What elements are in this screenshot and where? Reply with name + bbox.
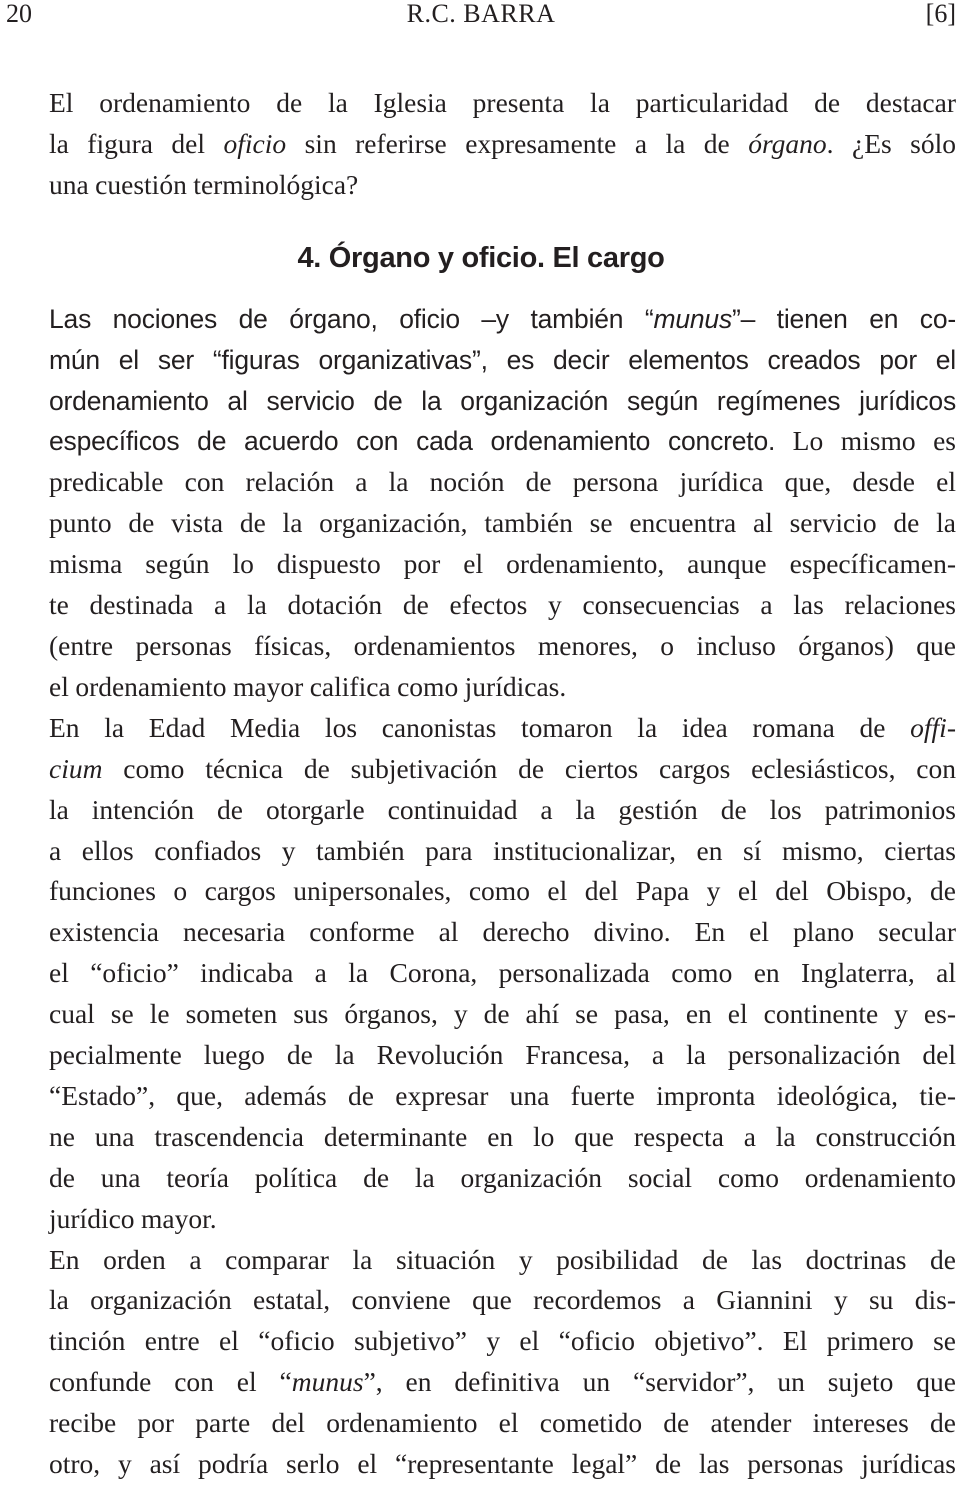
italic-term: offi- bbox=[910, 711, 956, 743]
paragraph-line: funciones o cargos unipersonales, como el del Papa y el del Obispo, de bbox=[49, 875, 956, 907]
paragraph-line: mún el ser “figuras organizativas”, es decir elementos creados por el bbox=[49, 344, 956, 375]
paragraph-line: pecialmente luego de la Revolución Francesa, a la personalización del bbox=[49, 1039, 956, 1071]
intro-line: El ordenamiento de la Iglesia presenta la particularidad de destacar bbox=[49, 87, 956, 118]
paragraph-line: punto de vista de la organización, también se encuentra al servicio de la bbox=[49, 507, 956, 539]
paragraph-line: de una teoría política de la organización social como ordenamiento bbox=[49, 1161, 956, 1193]
paragraph-3 bbox=[6, 1240, 956, 1485]
paragraph-line: a ellos confiados y también para institucionalizar, en sí mismo, ciertas bbox=[49, 834, 956, 866]
italic-term: munus bbox=[291, 1366, 364, 1398]
running-head-section: [6] bbox=[925, 0, 956, 28]
intro-line: la figura del oficio sin referirse expresamente a la de órgano. ¿Es sólo bbox=[49, 127, 957, 159]
italic-term: cium bbox=[49, 752, 103, 784]
paragraph-2 bbox=[6, 708, 956, 1240]
paragraph-line: “Estado”, que, además de expresar una fuerte impronta ideológica, tie- bbox=[49, 1079, 956, 1111]
paragraph-line: ordenamiento al servicio de la organización según regímenes jurídicos bbox=[49, 385, 956, 416]
paragraph-line: el “oficio” indicaba a la Corona, personalizada como en Inglaterra, al bbox=[49, 957, 956, 989]
section-heading: 4. Órgano y oficio. El cargo bbox=[297, 241, 665, 274]
paragraph-line: Las nociones de órgano, oficio –y también “munus”– tienen en co- bbox=[49, 303, 956, 334]
paragraph-line: En orden a comparar la situación y posibilidad de las doctrinas de bbox=[49, 1243, 956, 1275]
italic-term: oficio bbox=[223, 127, 287, 159]
page-number: 20 bbox=[6, 0, 32, 28]
paragraph-line: En la Edad Media los canonistas tomaron la idea romana de offi- bbox=[49, 711, 956, 743]
paragraph-line: (entre personas físicas, ordenamientos menores, o incluso órganos) que bbox=[49, 629, 956, 661]
paragraph-line: el ordenamiento mayor califica como jurídicas. bbox=[49, 670, 567, 702]
running-head bbox=[6, 0, 956, 34]
paragraph-line: tinción entre el “oficio subjetivo” y el “oficio objetivo”. El primero se bbox=[49, 1325, 956, 1357]
paragraph-1 bbox=[6, 299, 956, 708]
paragraph-line: cual se le someten sus órganos, y de ahí se pasa, en el continente y es- bbox=[49, 998, 956, 1030]
paragraph-line: ne una trascendencia determinante en lo que respecta a la construcción bbox=[49, 1120, 956, 1152]
paragraph-line: jurídico mayor. bbox=[49, 1202, 217, 1234]
italic-term: órgano bbox=[748, 127, 827, 159]
paragraph-line: existencia necesaria conforme al derecho divino. En el plano secular bbox=[49, 916, 956, 948]
paragraph-line: recibe por parte del ordenamiento el cometido de atender intereses de bbox=[49, 1407, 956, 1439]
italic-term: munus bbox=[653, 303, 733, 334]
paragraph-line: cium como técnica de subjetivación de ciertos cargos eclesiásticos, con bbox=[49, 752, 956, 784]
intro-paragraph bbox=[6, 83, 956, 206]
paragraph-line: específicos de acuerdo con cada ordenamiento concreto. Lo mismo es bbox=[49, 425, 956, 457]
paragraph-line: te destinada a la dotación de efectos y consecuencias a las relaciones bbox=[49, 589, 956, 621]
book-page bbox=[6, 0, 956, 1485]
intro-line: una cuestión terminológica? bbox=[49, 168, 359, 200]
paragraph-line: confunde con el “munus”, en definitiva un “servidor”, un sujeto que bbox=[49, 1366, 956, 1398]
paragraph-line: misma según lo dispuesto por el ordenamiento, aunque específicamen- bbox=[49, 548, 956, 580]
paragraph-line: la organización estatal, conviene que recordemos a Giannini y su dis- bbox=[49, 1284, 956, 1316]
paragraph-line: predicable con relación a la noción de persona jurídica que, desde el bbox=[49, 466, 956, 498]
running-head-author: R.C. BARRA bbox=[406, 0, 556, 28]
paragraph-line: la intención de otorgarle continuidad a la gestión de los patrimonios bbox=[49, 793, 956, 825]
paragraph-line: otro, y así podría serlo el “representante legal” de las personas jurídicas bbox=[49, 1448, 956, 1480]
